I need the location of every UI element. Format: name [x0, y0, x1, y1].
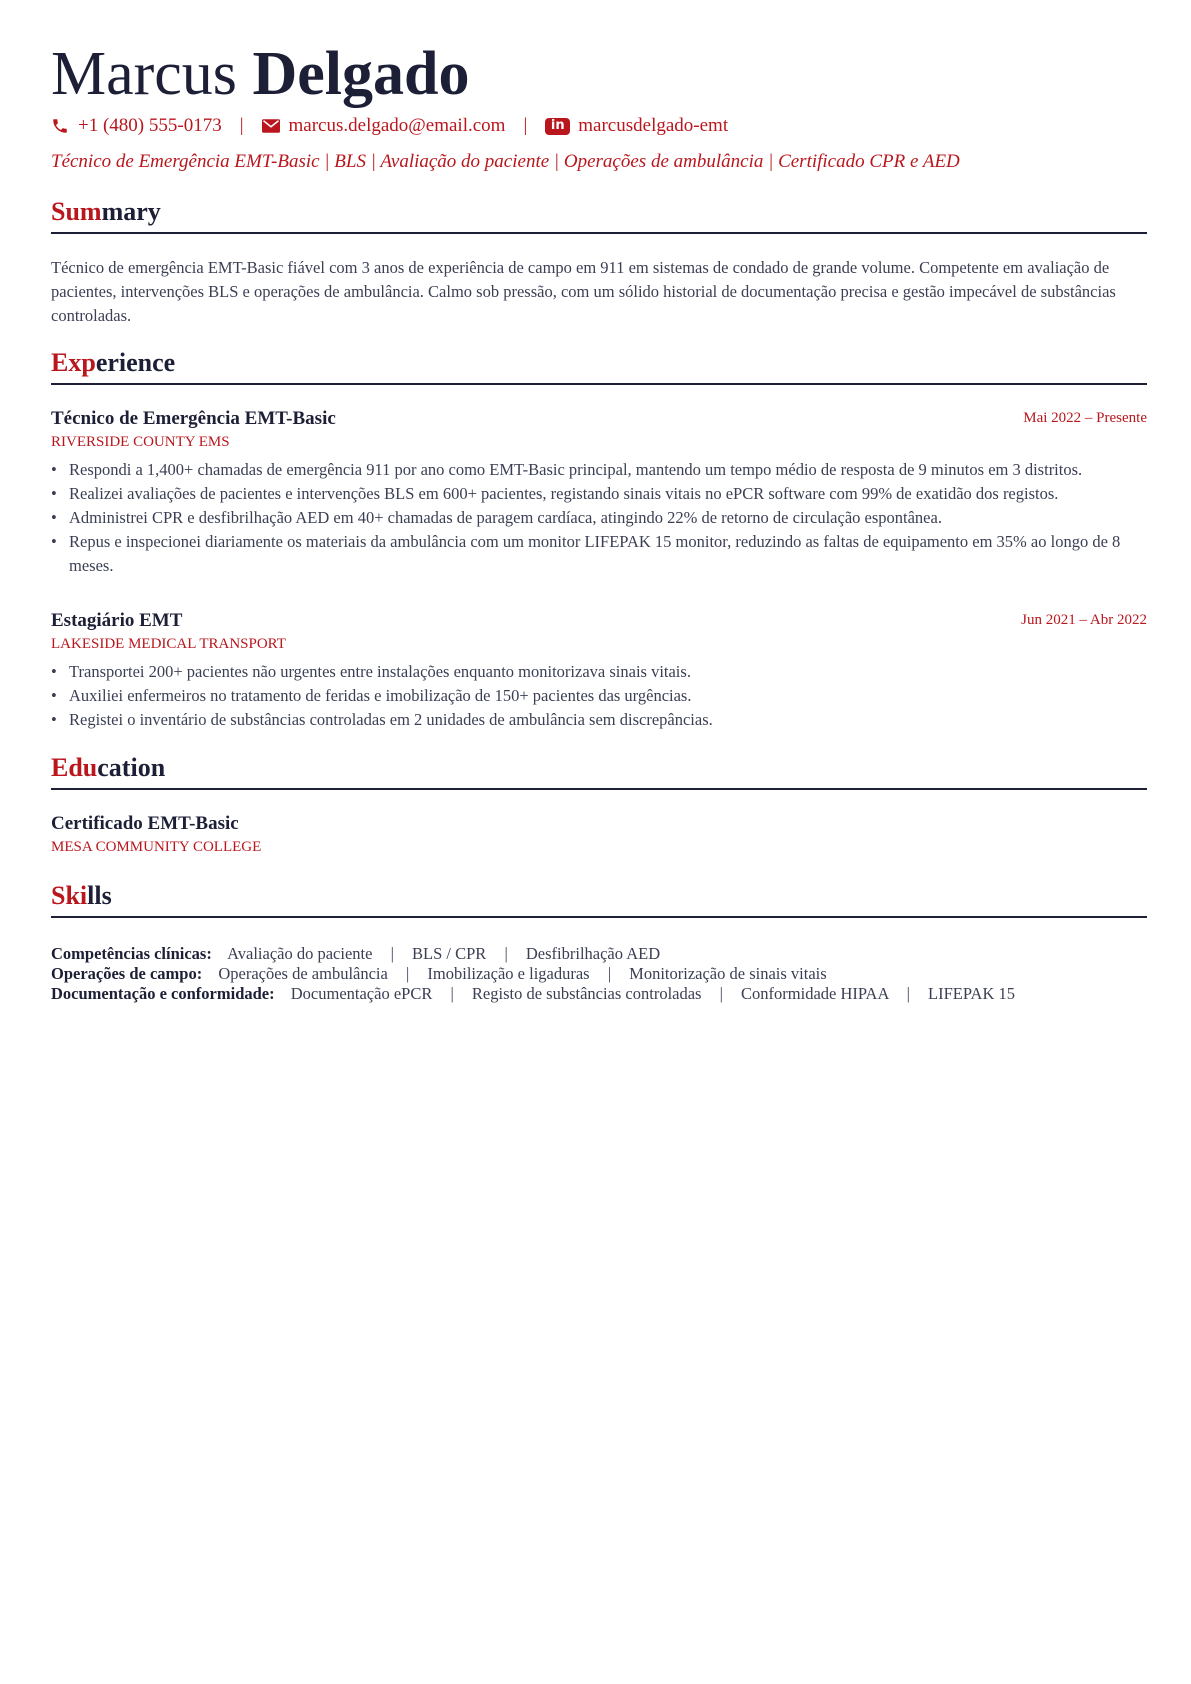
job-title: Estagiário EMT	[51, 610, 183, 631]
skill-item: Documentação ePCR	[290, 984, 433, 1003]
job-title: Técnico de Emergência EMT-Basic	[51, 408, 336, 429]
job-organization: RIVERSIDE COUNTY EMS	[51, 434, 230, 450]
skill-item: Conformidade HIPAA	[741, 984, 889, 1003]
linkedin-handle: marcusdelgado-emt	[578, 115, 729, 136]
list-item: • Administrei CPR e desfibrilhação AED em 40+ chamadas de paragem cardíaca, atingindo 22% de retorno de circulação espontânea.	[51, 506, 1147, 530]
degree-title: Certificado EMT-Basic	[51, 813, 239, 834]
skill-item: Registo de substâncias controladas	[471, 984, 702, 1003]
skill-label: Documentação e conformidade:	[51, 984, 275, 1003]
job-bullets	[51, 660, 1147, 732]
summary-text: Técnico de emergência EMT-Basic fiável com 3 anos de experiência de campo em 911 em sistemas de condado de grande volume. Competente em avaliação de pacientes, intervenções BLS e operações de ambulância. Calmo sob pressão, com um sólido historial de documentação precisa e gestão impecável de substâncias controladas.	[51, 258, 1116, 325]
list-item: • Repus e inspecionei diariamente os materiais da ambulância com um monitor LIFEPAK 15 monitor, reduzindo as faltas de equipamento em 35% ao longo de 8 meses.	[51, 530, 1147, 578]
skills-section	[51, 880, 1147, 918]
skill-separator: |	[607, 964, 612, 983]
section-title: Education	[51, 753, 166, 782]
email-contact[interactable]	[262, 113, 506, 139]
section-divider	[51, 916, 1147, 918]
contact-separator: |	[523, 115, 528, 136]
section-title: Skills	[51, 881, 112, 910]
skill-row-documentation	[51, 984, 1147, 1004]
skill-separator: |	[504, 944, 508, 963]
phone-number: +1 (480) 555-0173	[78, 115, 222, 136]
skill-separator: |	[405, 964, 410, 983]
summary-section	[51, 196, 1147, 234]
last-name: Delgado	[252, 40, 470, 108]
skill-item: Imobilização e ligaduras	[427, 964, 590, 983]
contact-separator: |	[239, 115, 244, 136]
list-item: • Transportei 200+ pacientes não urgentes entre instalações enquanto monitorizava sinais vitais.	[51, 660, 1147, 684]
first-name: Marcus	[51, 40, 237, 108]
section-title: Experience	[51, 348, 176, 377]
job-dates: Jun 2021 – Abr 2022	[1021, 612, 1147, 628]
phone-contact[interactable]	[51, 113, 222, 139]
section-divider	[51, 232, 1147, 234]
education-section	[51, 752, 1147, 790]
section-title: Summary	[51, 197, 161, 226]
contact-line	[51, 113, 728, 139]
section-divider	[51, 788, 1147, 790]
skill-separator: |	[390, 944, 394, 963]
skill-item: Monitorização de sinais vitais	[629, 964, 827, 983]
skill-label: Competências clínicas:	[51, 944, 212, 963]
skill-item: Operações de ambulância	[218, 964, 388, 983]
job-dates: Mai 2022 – Presente	[1023, 410, 1147, 426]
skill-item: LIFEPAK 15	[928, 984, 1015, 1003]
skill-separator: |	[906, 984, 910, 1003]
skills-list	[51, 944, 1147, 1004]
school-name: MESA COMMUNITY COLLEGE	[51, 839, 262, 855]
phone-icon	[51, 117, 69, 135]
list-item: • Respondi a 1,400+ chamadas de emergência 911 por ano como EMT-Basic principal, mantendo um tempo médio de resposta de 9 minutos em 3 distritos.	[51, 458, 1147, 482]
linkedin-contact[interactable]	[545, 113, 728, 139]
list-item: • Registei o inventário de substâncias controladas em 2 unidades de ambulância sem discrepâncias.	[51, 708, 1147, 732]
skill-separator: |	[450, 984, 454, 1003]
skill-row-field-ops	[51, 964, 1147, 984]
skill-item: Desfibrilhação AED	[525, 944, 661, 963]
skill-separator: |	[719, 984, 723, 1003]
experience-section	[51, 347, 1147, 385]
skill-item: Avaliação do paciente	[227, 944, 373, 963]
linkedin-icon: in	[545, 118, 570, 135]
job-bullets	[51, 458, 1147, 578]
list-item: • Auxiliei enfermeiros no tratamento de feridas e imobilização de 150+ pacientes das urgências.	[51, 684, 1147, 708]
job-organization: LAKESIDE MEDICAL TRANSPORT	[51, 636, 286, 652]
envelope-icon	[262, 119, 280, 133]
section-divider	[51, 383, 1147, 385]
candidate-name	[51, 38, 469, 110]
email-address: marcus.delgado@email.com	[288, 115, 506, 136]
skill-item: BLS / CPR	[412, 944, 487, 963]
skill-label: Operações de campo:	[51, 964, 203, 983]
skill-row-clinical	[51, 944, 1147, 964]
list-item: • Realizei avaliações de pacientes e intervenções BLS em 600+ pacientes, registando sinais vitais no ePCR software com 99% de exatidão dos registos.	[51, 482, 1147, 506]
tagline: Técnico de Emergência EMT-Basic | BLS | Avaliação do paciente | Operações de ambulância | Certificado CPR e AED	[51, 151, 960, 172]
